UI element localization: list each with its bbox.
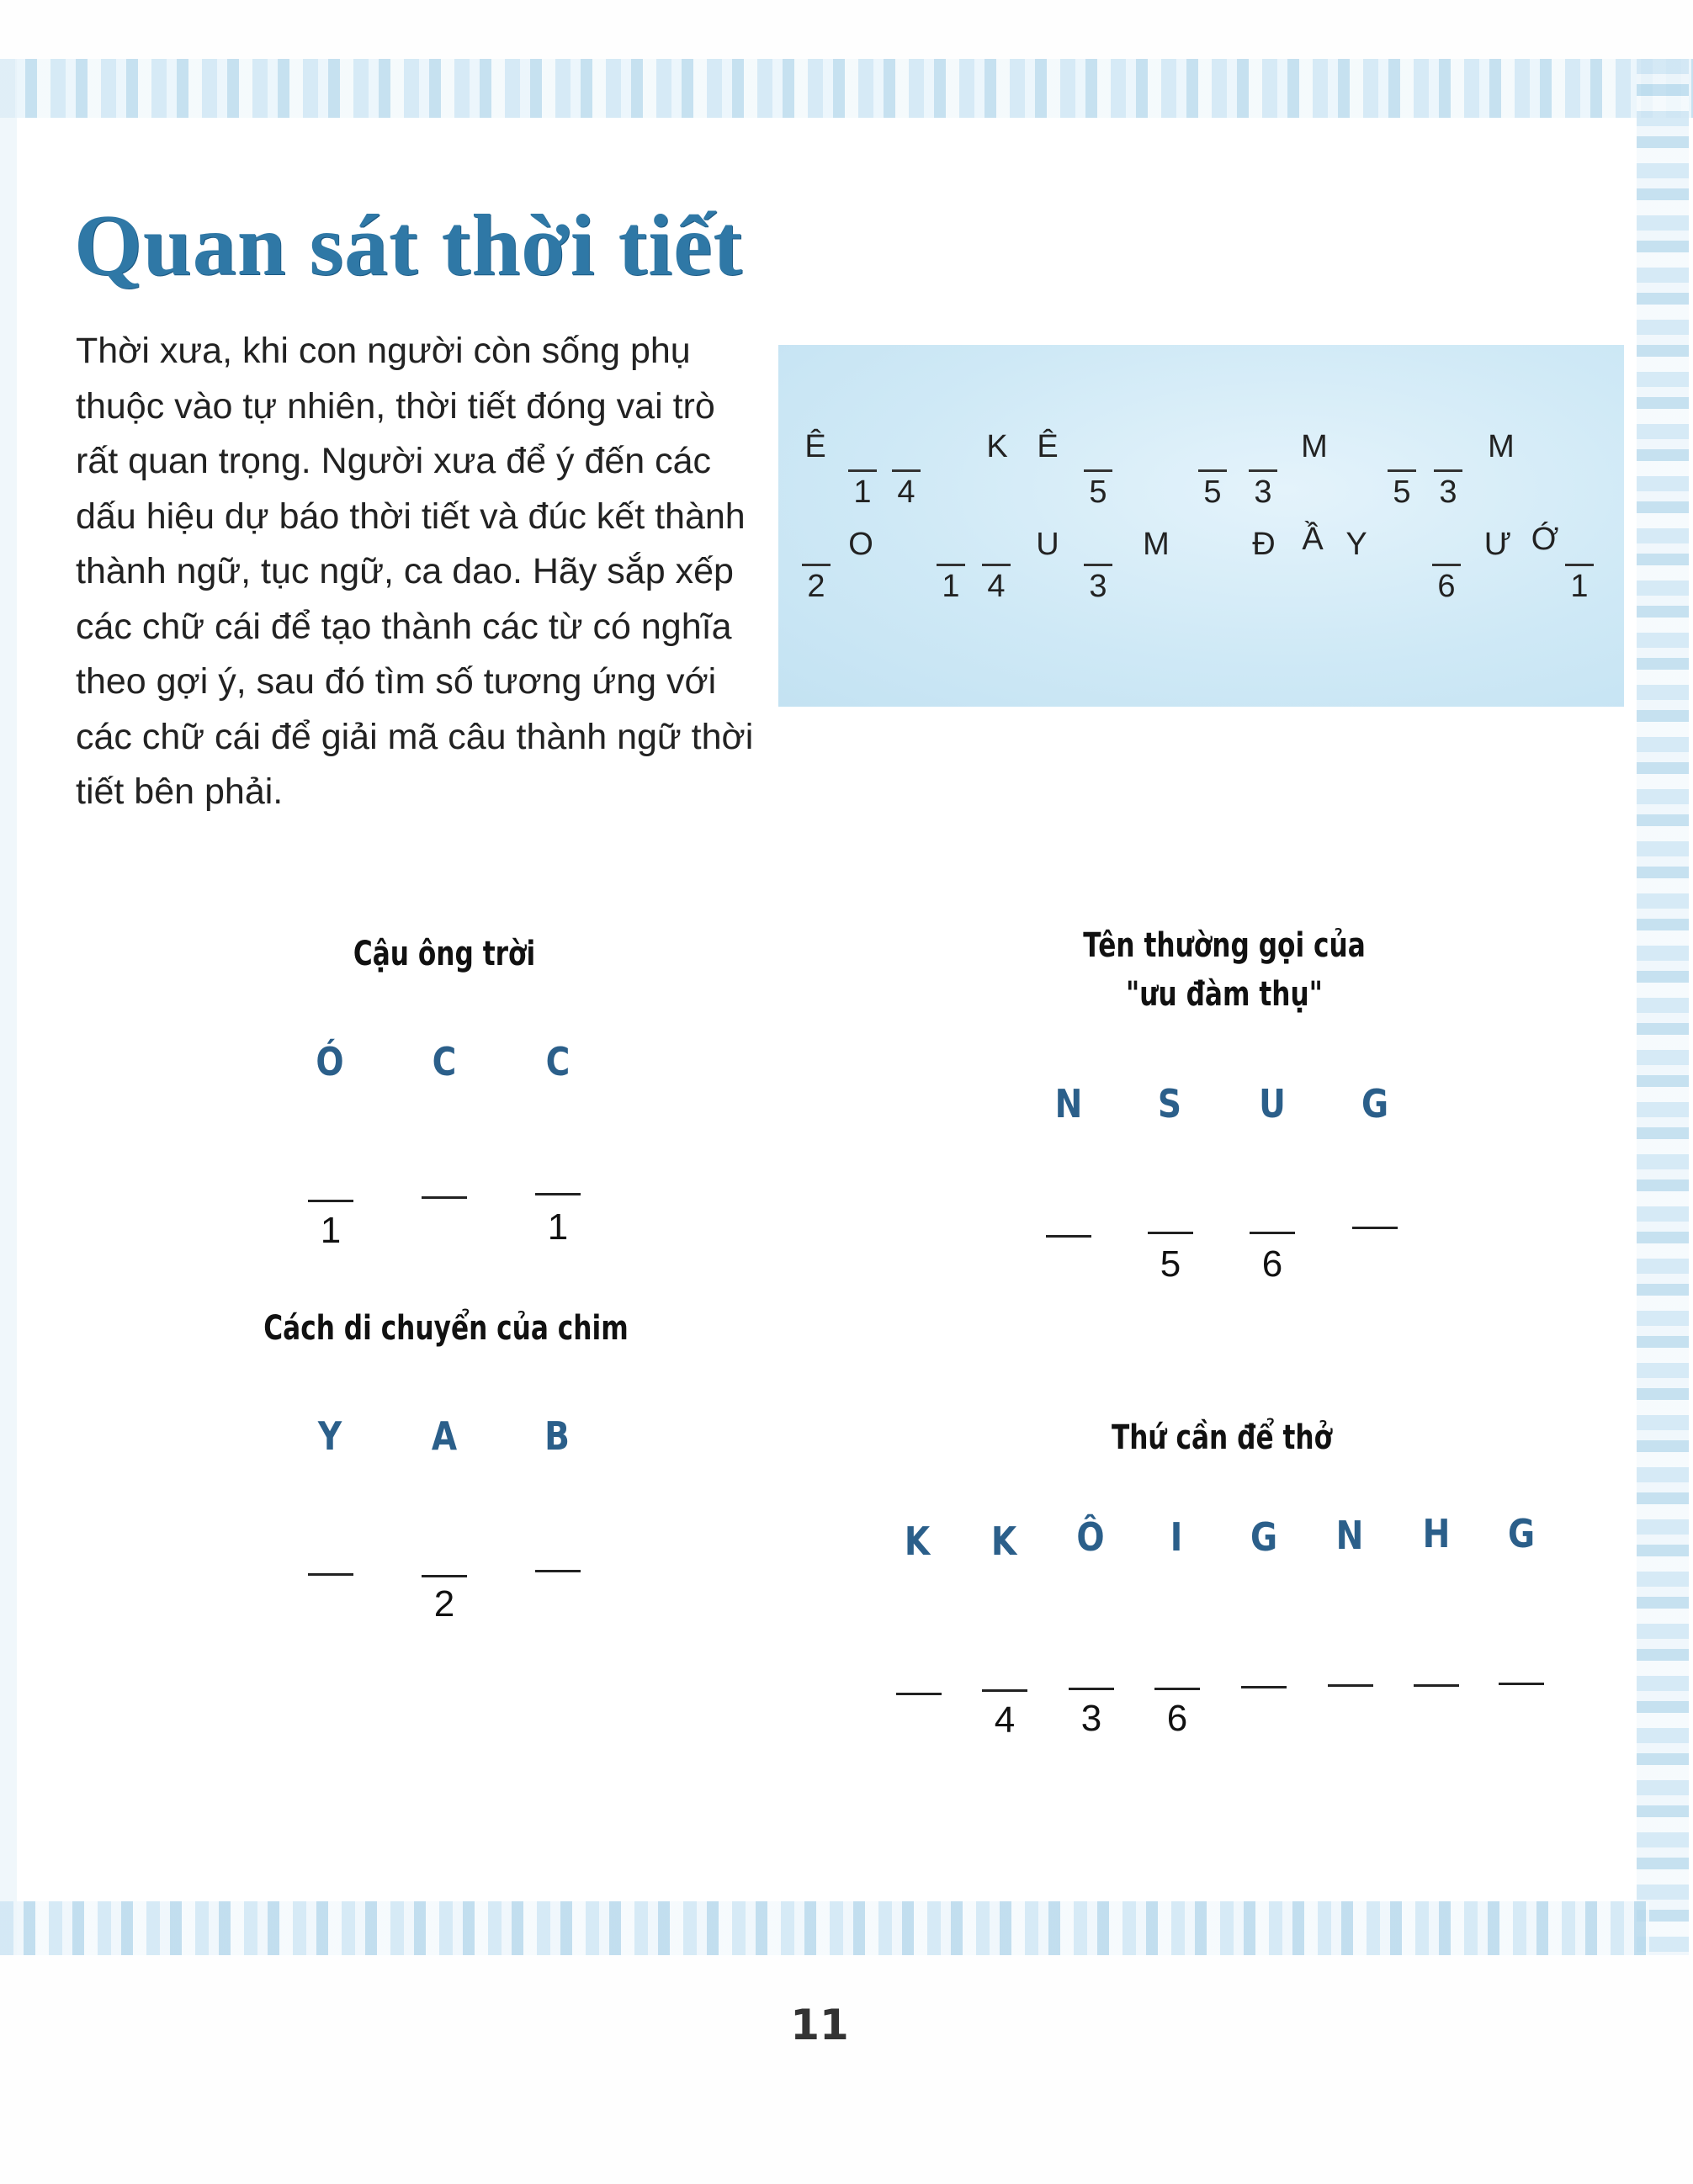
puzzle-clue-2: Tên thường gọi của [1083,926,1366,965]
cipher-letter: M [1143,527,1170,562]
decorative-border-top [0,59,1693,118]
cipher-letter: Ư [1483,527,1512,562]
puzzle-letter: I [1170,1514,1183,1560]
answer-blank [1250,1232,1295,1234]
puzzle-clue-3: Cách di chuyển của chim [263,1309,629,1348]
answer-blank [422,1196,467,1199]
puzzle-letter: A [431,1413,458,1459]
answer-blank [1241,1686,1287,1688]
decorative-border-left [0,59,17,1955]
cipher-letter: Ầ [1302,522,1324,557]
cipher-letter: Ê [1037,429,1059,464]
cipher-letter: K [986,429,1008,464]
puzzle-clue-2b: "ưu đàm thụ" [1126,975,1323,1014]
answer-number: 4 [994,1699,1016,1741]
answer-number: 6 [1261,1243,1283,1285]
page: Quan sát thời tiết Thời xưa, khi con người còn sống phụ thuộc vào tự nhiên, thời tiết đóng vai trò rất quan trọng. Người xưa để ý đến các dấu hiệu dự báo thời tiết và đúc kết thành thành ngữ, tục ngữ, ca dao. Hãy sắp xếp các chữ cái để tạo thành các từ có nghĩa theo gợi ý, sau đó tìm số tương ứng với các chữ cái để giải mã câu thành ngữ thời tiết bên phải. Ê 1 4 K Ê 5 5 3 M 5 3 M 2 O 1 4 U 3 M Đ Ầ Y 6 Ư Ớ 1 Cậu ông trời Ó C C 1 1 Tên thường gọi của "ưu đàm thụ" N S U G 5 6 Cách di chuyển của chim Y A B 2 Thứ cần để thở K K Ô I G N H G 4 3 6 11 [0,0,1693,2184]
answer-blank [1046,1235,1091,1238]
answer-number: 1 [547,1206,569,1248]
puzzle-clue-1: Cậu ông trời [353,935,536,973]
answer-blank [1499,1683,1544,1685]
puzzle-letter: G [1250,1514,1278,1560]
answer-blank [1148,1232,1193,1234]
answer-number: 1 [320,1210,342,1251]
cipher-letter: M [1301,429,1328,464]
puzzle-letter: G [1361,1081,1389,1126]
decorative-border-bottom [0,1901,1649,1955]
answer-number: 5 [1160,1243,1181,1285]
cipher-letter: Y [1345,527,1367,562]
puzzle-letter: C [545,1039,571,1084]
answer-number: 6 [1166,1698,1188,1739]
puzzle-letter: S [1157,1081,1182,1126]
cipher-letter: U [1036,527,1059,562]
puzzle-letter: G [1507,1511,1536,1556]
answer-blank [1069,1688,1114,1690]
puzzle-letter: B [544,1413,570,1459]
page-title: Quan sát thời tiết [74,197,743,294]
puzzle-letter: H [1422,1511,1451,1556]
answer-blank [1414,1684,1459,1687]
answer-blank [1352,1227,1398,1229]
puzzle-letter: N [1054,1081,1083,1126]
cipher-letter: O [848,527,873,562]
answer-number: 2 [433,1583,455,1625]
puzzle-letter: N [1335,1513,1364,1558]
puzzle-letter: K [904,1519,931,1564]
page-number: 11 [790,2001,849,2049]
cipher-panel [778,345,1624,707]
cipher-letter: Đ [1252,527,1276,562]
answer-blank [535,1570,581,1572]
puzzle-letter: Y [317,1413,342,1459]
cipher-letter: Ớ [1531,522,1559,557]
answer-blank [308,1573,353,1576]
puzzle-letter: C [432,1039,457,1084]
decorative-border-right [1637,59,1689,1955]
cipher-letter: Ê [804,429,826,464]
answer-blank [308,1200,353,1202]
puzzle-letter: Ó [316,1039,344,1084]
answer-blank [422,1575,467,1577]
cipher-letter: M [1488,429,1515,464]
answer-blank [1154,1688,1200,1690]
answer-blank [896,1693,942,1695]
puzzle-letter: Ô [1076,1514,1105,1560]
answer-blank [1328,1684,1373,1687]
puzzle-clue-4: Thứ cần để thở [1111,1418,1333,1457]
puzzle-letter: K [990,1519,1017,1564]
puzzle-letter: U [1259,1081,1286,1126]
answer-blank [535,1193,581,1195]
intro-paragraph: Thời xưa, khi con người còn sống phụ thuộc vào tự nhiên, thời tiết đóng vai trò rất quan trọng. Người xưa để ý đến các dấu hiệu dự báo thời tiết và đúc kết thành thành ngữ, tục ngữ, ca dao. Hãy sắp xếp các chữ cái để tạo thành các từ có nghĩa theo gợi ý, sau đó tìm số tương ứng với các chữ cái để giải mã câu thành ngữ thời tiết bên phải. [76,331,754,812]
answer-number: 3 [1080,1698,1102,1739]
answer-blank [982,1689,1027,1692]
